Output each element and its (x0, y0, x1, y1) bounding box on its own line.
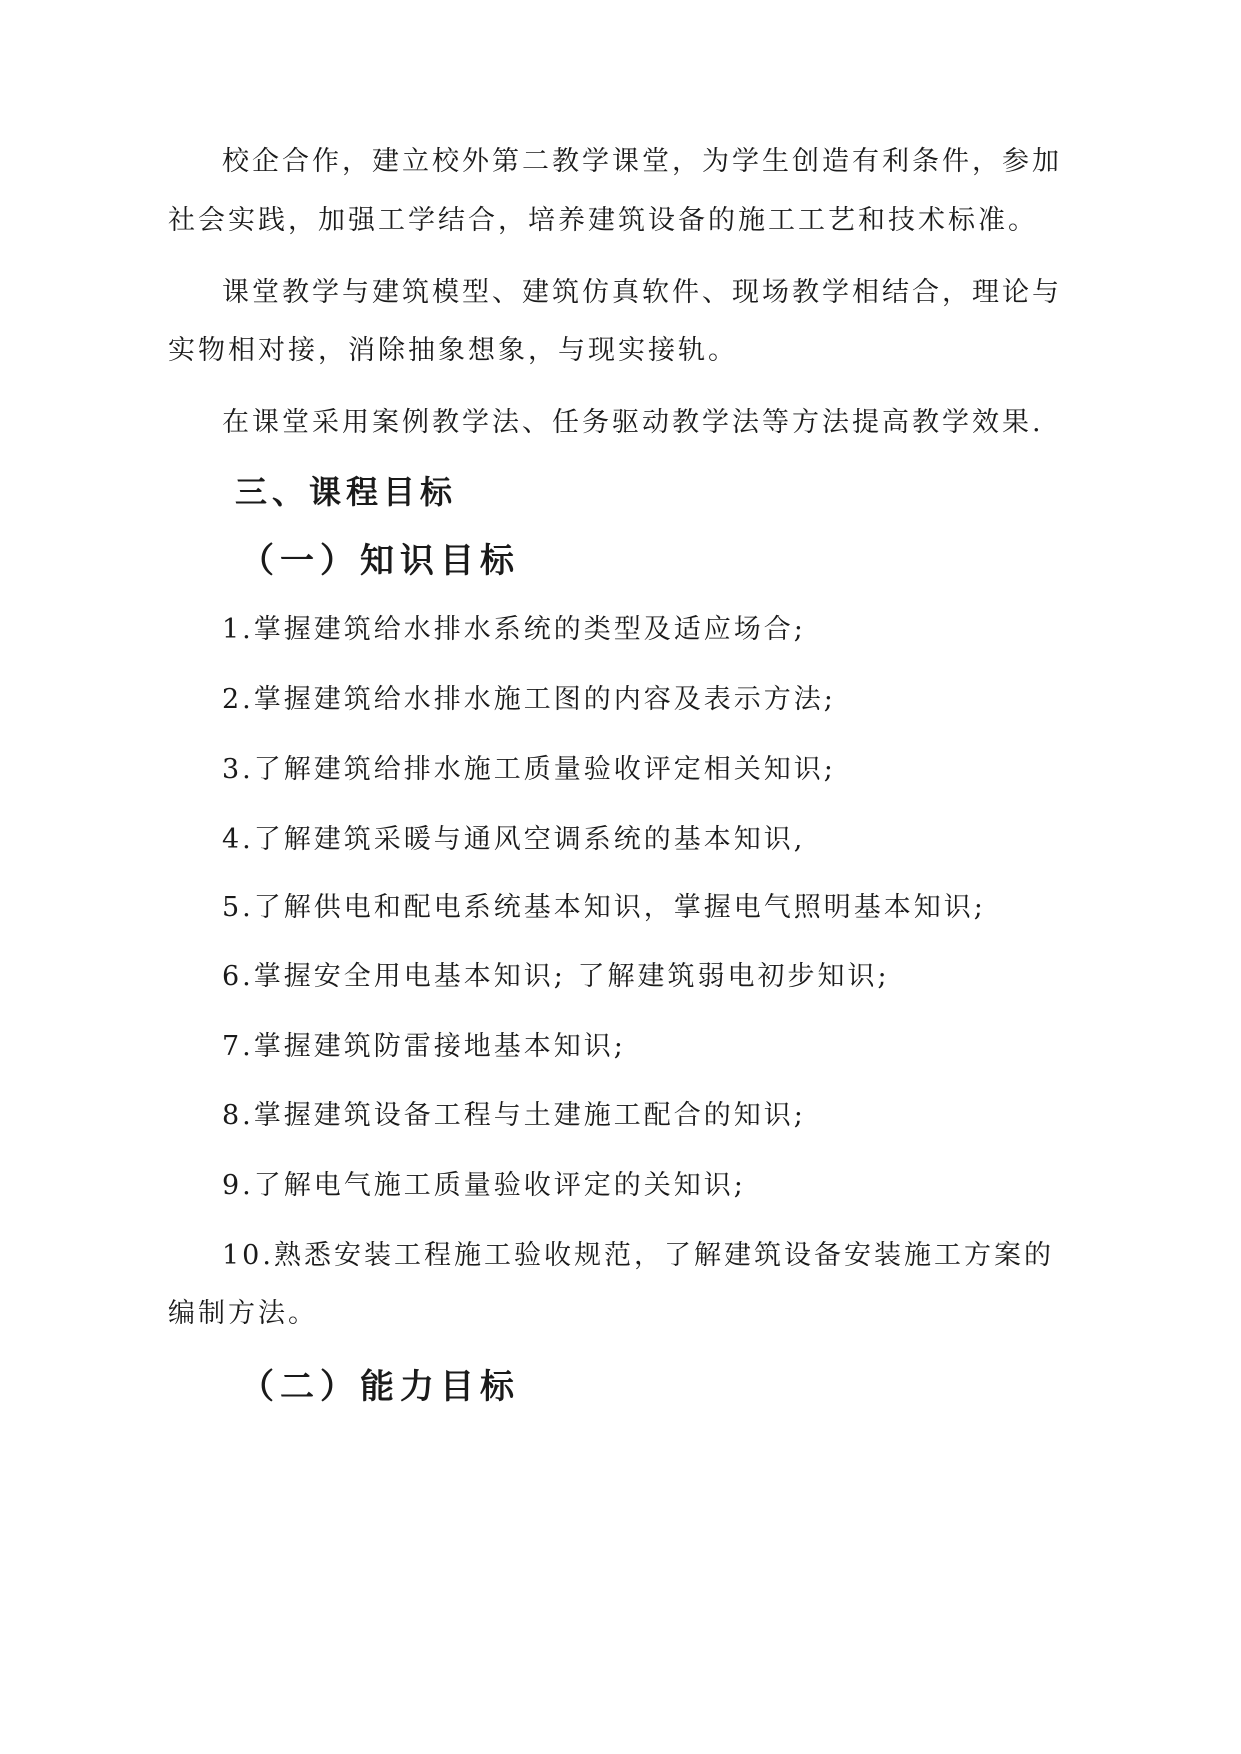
knowledge-item-7: 7.掌握建筑防雷接地基本知识; (222, 1031, 626, 1062)
knowledge-item-6: 6.掌握安全用电基本知识; 了解建筑弱电初步知识; (222, 961, 890, 992)
knowledge-item-1: 1.掌握建筑给水排水系统的类型及适应场合; (222, 614, 806, 645)
knowledge-item-4: 4.了解建筑采暖与通风空调系统的基本知识, (222, 824, 806, 855)
knowledge-item-5: 5.了解供电和配电系统基本知识，掌握电气照明基本知识; (222, 892, 986, 923)
paragraph-1-line-2: 社会实践，加强工学结合，培养建筑设备的施工工艺和技术标准。 (168, 205, 1038, 236)
paragraph-1-line-1: 校企合作，建立校外第二教学课堂，为学生创造有利条件，参加 (222, 146, 1062, 177)
knowledge-item-2: 2.掌握建筑给水排水施工图的内容及表示方法; (222, 684, 836, 715)
section-title: 三、课程目标 (235, 473, 458, 511)
paragraph-2-line-2: 实物相对接，消除抽象想象，与现实接轨。 (168, 335, 738, 366)
subsection-title-ability: （二）能力目标 (240, 1367, 520, 1407)
knowledge-item-10-line-2: 编制方法。 (168, 1298, 318, 1329)
subsection-title-knowledge: （一）知识目标 (240, 541, 520, 581)
knowledge-item-9: 9.了解电气施工质量验收评定的关知识; (222, 1170, 746, 1201)
knowledge-item-10-line-1: 10.熟悉安装工程施工验收规范，了解建筑设备安装施工方案的 (222, 1240, 1054, 1271)
knowledge-item-8: 8.掌握建筑设备工程与土建施工配合的知识; (222, 1100, 806, 1131)
knowledge-item-3: 3.了解建筑给排水施工质量验收评定相关知识; (222, 754, 836, 785)
paragraph-3-line-1: 在课堂采用案例教学法、任务驱动教学法等方法提高教学效果. (222, 407, 1044, 438)
paragraph-2-line-1: 课堂教学与建筑模型、建筑仿真软件、现场教学相结合，理论与 (222, 277, 1062, 308)
